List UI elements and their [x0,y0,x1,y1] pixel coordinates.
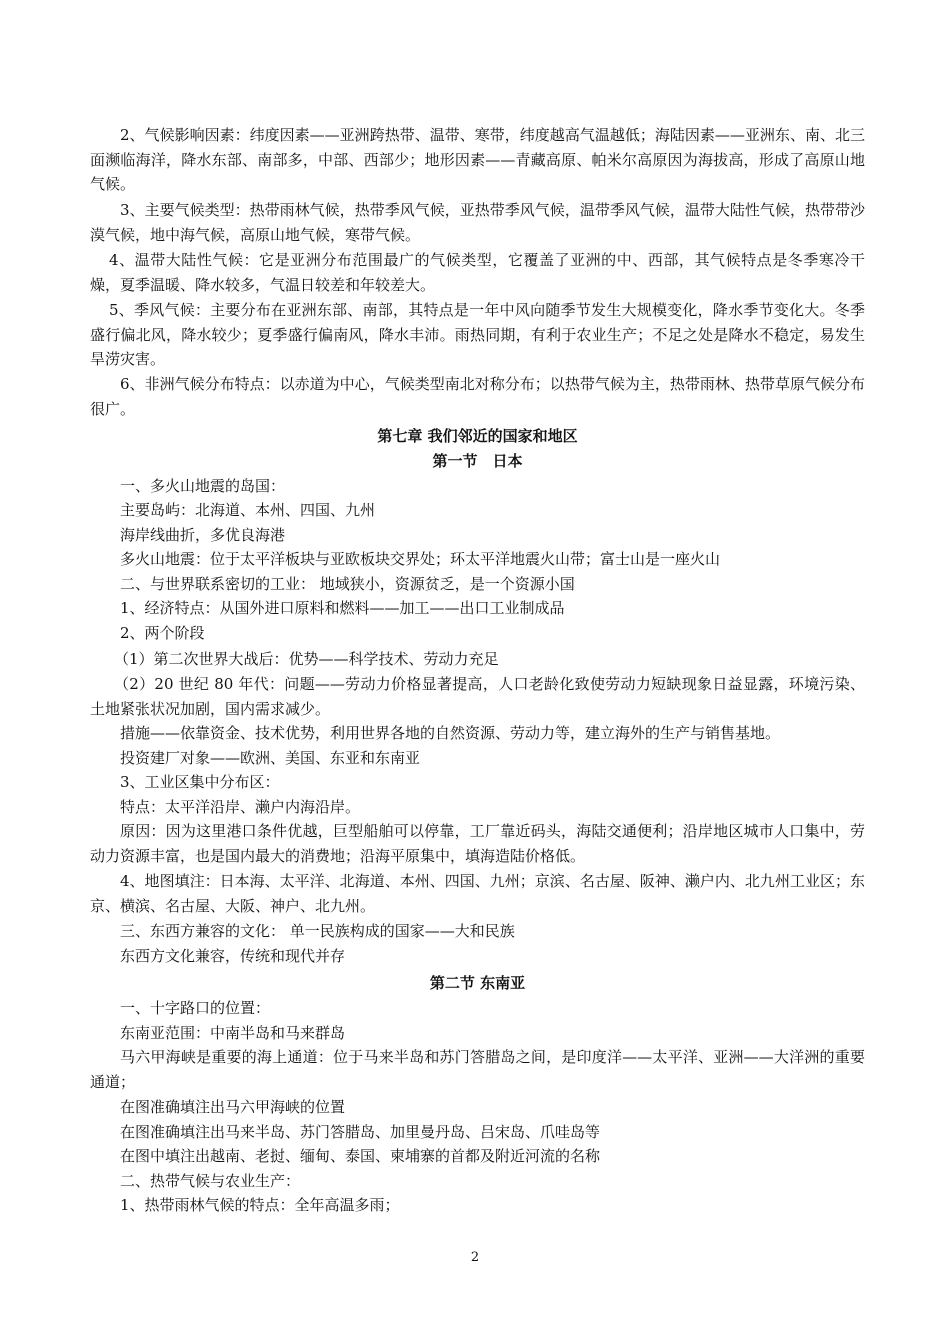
japan-line: 1、经济特点：从国外进口原料和燃料——加工——出口工业制成品 [120,599,565,617]
paragraph-monsoon-climate: 5、季风气候：主要分布在亚洲东部、南部，其特点是一年中风向随季节发生大规模变化，降水季节变化大。冬季盛行偏北风，降水较少；夏季盛行偏南风，降水丰沛。雨热同期，有利于农业生产；不足之处是降水不稳定，易发生旱涝灾害。 [90,301,865,368]
japan-line: 一、多火山地震的岛国： [120,477,286,495]
japan-line: 二、与世界联系密切的工业： 地域狭小，资源贫乏，是一个资源小国 [120,575,575,593]
japan-line: 三、东西方兼容的文化： 单一民族构成的国家——大和民族 [120,922,515,940]
japan-line: 3、工业区集中分布区： [120,773,280,791]
japan-line: 东西方文化兼容，传统和现代并存 [120,947,346,965]
japan-line: 2、两个阶段 [120,624,205,642]
japan-paragraph: （2）20 世纪 80 年代：问题——劳动力价格显著提高，人口老龄化致使劳动力短缺现象日益显露，环境污染、土地紧张状况加剧，国内需求减少。 [90,675,865,718]
paragraph-climate-types: 3、主要气候类型：热带雨林气候，热带季风气候，亚热带季风气候，温带季风气候，温带大陆性气候，热带带沙漠气候，地中海气候，高原山地气候，寒带气候。 [90,201,865,244]
japan-line: 投资建厂对象——欧洲、美国、东亚和东南亚 [120,749,421,767]
paragraph-africa-climate: 6、非洲气候分布特点：以赤道为中心，气候类型南北对称分布；以热带气候为主，热带雨林、热带草原气候分布很广。 [90,375,865,418]
sea-paragraph: 马六甲海峡是重要的海上通道：位于马来半岛和苏门答腊岛之间，是印度洋——太平洋、亚洲——大洋洲的重要通道； [90,1048,865,1091]
section-title-japan: 第一节 日本 [432,452,523,470]
japan-line: 海岸线曲折，多优良海港 [120,526,286,544]
japan-paragraph: 4、地图填注：日本海、太平洋、北海道、本州、四国、九州；京滨、名古屋、阪神、濑户内、北九州工业区；东京、横滨、名古屋、大阪、神户、北九州。 [90,872,865,915]
sea-line: 在图中填注出越南、老挝、缅甸、泰国、柬埔寨的首都及附近河流的名称 [120,1147,601,1165]
japan-line: 措施——依靠资金、技术优势，利用世界各地的自然资源、劳动力等，建立海外的生产与销售基地。 [120,724,781,742]
japan-paragraph: 原因：因为这里港口条件优越，巨型船舶可以停靠，工厂靠近码头，海陆交通便利；沿岸地区城市人口集中，劳动力资源丰富，也是国内最大的消费地；沿海平原集中，填海造陆价格低。 [90,822,865,865]
japan-line: 主要岛屿：北海道、本州、四国、九州 [120,501,376,519]
sea-line: 1、热带雨林气候的特点：全年高温多雨； [120,1196,400,1214]
paragraph-continental-climate: 4、温带大陆性气候：它是亚洲分布范围最广的气候类型，它覆盖了亚洲的中、西部，其气候特点是冬季寒冷干燥，夏季温暖、降水较多，气温日较差和年较差大。 [90,251,865,294]
sea-line: 二、热带气候与农业生产： [120,1172,301,1190]
japan-line: 特点：太平洋沿岸、濑户内海沿岸。 [120,798,361,816]
sea-line: 东南亚范围：中南半岛和马来群岛 [120,1024,346,1042]
japan-line: （1）第二次世界大战后：优势——科学技术、劳动力充足 [114,650,499,668]
sea-line: 一、十字路口的位置： [120,999,271,1017]
sea-line: 在图准确填注出马来半岛、苏门答腊岛、加里曼丹岛、吕宋岛、爪哇岛等 [120,1123,601,1141]
section-title-southeast-asia: 第二节 东南亚 [429,974,526,992]
sea-line: 在图准确填注出马六甲海峡的位置 [120,1098,346,1116]
chapter-title: 第七章 我们邻近的国家和地区 [377,427,578,445]
page-number: 2 [470,1250,480,1265]
paragraph-climate-factors: 2、气候影响因素：纬度因素——亚洲跨热带、温带、寒带，纬度越高气温越低；海陆因素——亚洲东、南、北三面濒临海洋，降水东部、南部多，中部、西部少；地形因素——青藏高原、帕米尔高原因为海拔高，形成了高原山地气候。 [90,126,865,193]
japan-line: 多火山地震：位于太平洋板块与亚欧板块交界处；环太平洋地震火山带；富士山是一座火山 [120,550,721,568]
